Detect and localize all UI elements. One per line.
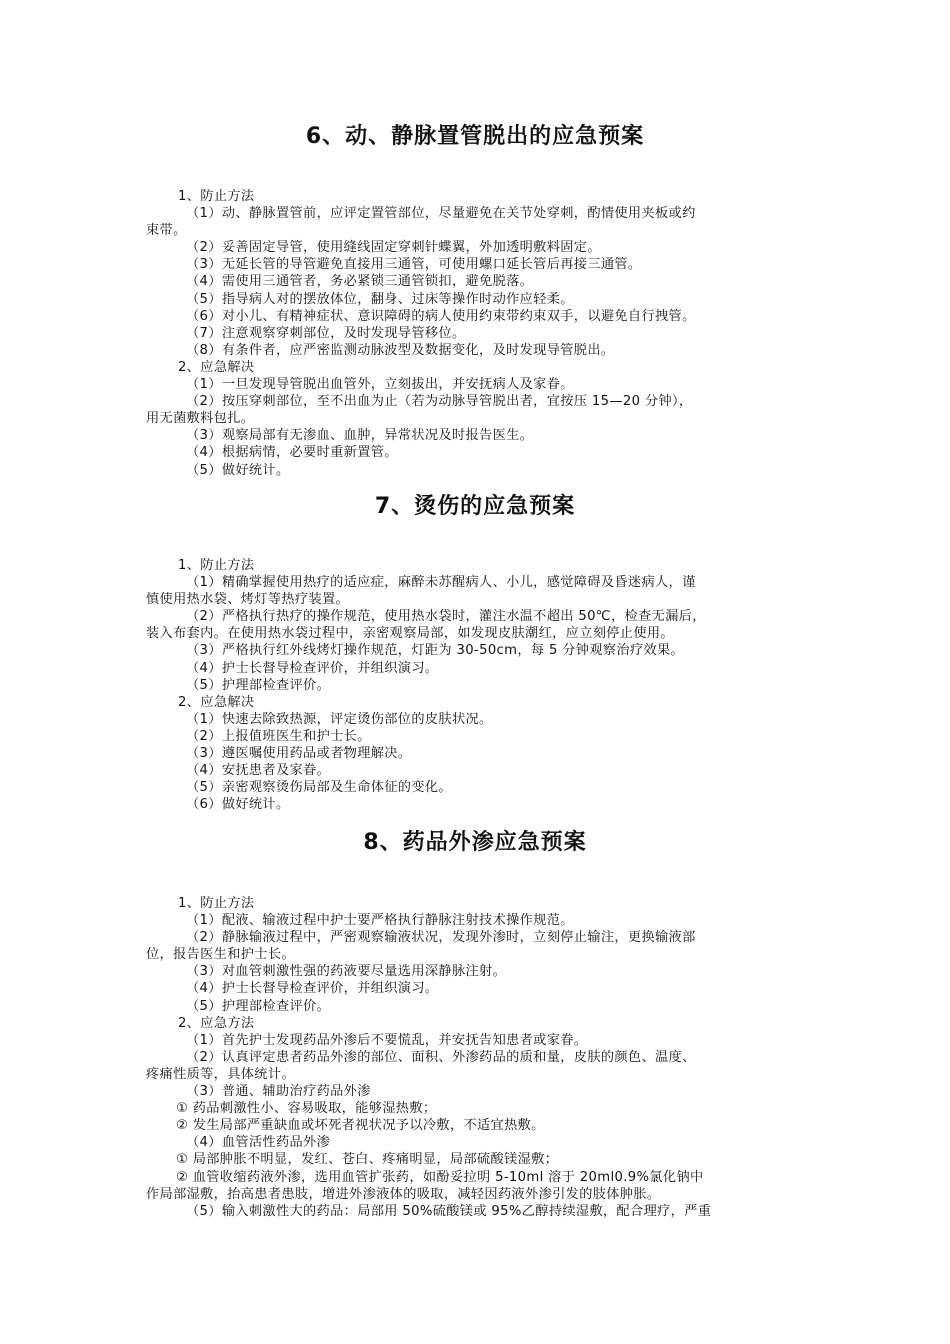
paragraph-line: ① 药品刺激性小、容易吸取，能够湿热敷； [176, 1101, 437, 1117]
paragraph-line: （6）对小儿、有精神症状、意识障碍的病人使用约束带约束双手，以避免自行拽管。 [186, 308, 696, 324]
paragraph-line: （4）护士长督导检查评价，并组织演习。 [186, 660, 439, 676]
paragraph-line: （2）严格执行热疗的操作规范，使用热水袋时，灌注水温不超出 50℃，检查无漏后， [186, 609, 706, 625]
paragraph-line: （2）按压穿刺部位，至不出血为止（若为动脉导管脱出者，宜按压 15—20 分钟）， [186, 394, 693, 410]
paragraph-line: （5）输入刺激性大的药品：局部用 50%硫酸镁或 95%乙醇持续湿敷，配合理疗，严重 [186, 1203, 712, 1219]
paragraph-line: ② 发生局部严重缺血或坏死者视状况予以冷敷，不适宜热敷。 [176, 1118, 545, 1134]
paragraph-line: （5）指导病人对的摆放体位，翻身、过床等操作时动作应轻柔。 [186, 291, 574, 307]
paragraph-line: （2）妥善固定导管，使用缝线固定穿刺针蝶翼，外加透明敷料固定。 [186, 240, 601, 256]
paragraph-line: （2）静脉输液过程中，严密观察输液状况，发现外渗时，立刻停止输注，更换输液部 [186, 930, 696, 946]
paragraph-line: （4）根据病情，必要时重新置管。 [186, 445, 398, 461]
paragraph-line: （1）配液、输液过程中护士要严格执行静脉注射技术操作规范。 [186, 913, 574, 929]
paragraph-line: 1、防止方法 [178, 558, 255, 573]
paragraph-line: （2）认真评定患者药品外渗的部位、面积、外渗药品的质和量，皮肤的颜色、温度、 [186, 1049, 696, 1065]
paragraph-line: （6）做好统计。 [186, 797, 290, 813]
paragraph-line: 慎使用热水袋、烤灯等热疗装置。 [146, 592, 350, 608]
paragraph-line: ① 局部肿胀不明显，发红、苍白、疼痛明显，局部硫酸镁湿敷； [176, 1152, 559, 1168]
paragraph-line: （1）首先护士发现药品外渗后不要慌乱，并安抚告知患者或家眷。 [186, 1032, 588, 1048]
section-7-title: 7、烫伤的应急预案 [374, 494, 576, 519]
paragraph-line: 装入布套内。在使用热水袋过程中，亲密观察局部，如发现皮肤潮红，应立刻停止使用。 [146, 626, 674, 642]
paragraph-line: （1）一旦发现导管脱出血管外，立刻拔出，并安抚病人及家眷。 [186, 377, 574, 393]
section-6-body [146, 188, 806, 479]
paragraph-line: 1、防止方法 [178, 189, 255, 204]
paragraph-line: （1）精确掌握使用热疗的适应症，麻醉未苏醒病人、小儿，感觉障碍及昏迷病人，谨 [186, 575, 696, 591]
paragraph-line: （3）严格执行红外线烤灯操作规范，灯距为 30-50cm，每 5 分钟观察治疗效果。 [186, 643, 685, 659]
paragraph-line: 2、应急解决 [178, 359, 255, 375]
paragraph-line: （5）护理部检查评价。 [186, 998, 331, 1014]
paragraph-line: （5）护理部检查评价。 [186, 677, 331, 693]
paragraph-line: （3）遵医嘱使用药品或者物理解决。 [186, 746, 412, 762]
paragraph-line: 位，报告医生和护士长。 [146, 947, 295, 963]
section-6-title: 6、动、静脉置管脱出的应急预案 [305, 124, 645, 149]
paragraph-line: （4）安抚患者及家眷。 [186, 763, 331, 779]
paragraph-line: 1、防止方法 [178, 896, 255, 911]
section-7-body [146, 557, 806, 813]
paragraph-line: （4）需使用三通管者，务必紧锁三通管锁扣，避免脱落。 [186, 274, 534, 290]
paragraph-line: （5）做好统计。 [186, 462, 290, 478]
paragraph-line: ② 血管收缩药液外渗，选用血管扩张药，如酚妥拉明 5-10ml 溶于 20ml0.9%氯化钠中 [176, 1169, 704, 1185]
paragraph-line: （5）亲密观察烫伤局部及生命体征的变化。 [186, 780, 452, 796]
paragraph-line: （1）快速去除致热源，评定烫伤部位的皮肤状况。 [186, 711, 493, 727]
paragraph-line: （3）无延长管的导管避免直接用三通管，可使用螺口延长管后再接三通管。 [186, 257, 642, 273]
paragraph-line: 作局部湿敷，抬高患者患肢，增进外渗液体的吸取，减轻因药液外渗引发的肢体肿胀。 [146, 1186, 661, 1202]
paragraph-line: 2、应急解决 [178, 694, 255, 710]
paragraph-line: （8）有条件者，应严密监测动脉波型及数据变化，及时发现导管脱出。 [186, 342, 615, 358]
paragraph-line: （2）上报值班医生和护士长。 [186, 728, 371, 744]
paragraph-line: （4）护士长督导检查评价，并组织演习。 [186, 981, 439, 997]
paragraph-line: 用无菌敷料包扎。 [146, 411, 255, 427]
section-8-body [146, 895, 806, 1220]
paragraph-line: （3）观察局部有无渗血、血肿，异常状况及时报告医生。 [186, 428, 534, 444]
section-8-title: 8、药品外渗应急预案 [363, 830, 587, 855]
paragraph-line: 2、应急方法 [178, 1015, 255, 1031]
paragraph-line: （3）普通、辅助治疗药品外渗 [186, 1084, 371, 1100]
paragraph-line: （7）注意观察穿刺部位，及时发现导管移位。 [186, 325, 466, 341]
paragraph-line: （3）对血管刺激性强的药液要尽量选用深静脉注射。 [186, 964, 507, 980]
paragraph-line: （4）血管活性药品外渗 [186, 1135, 331, 1151]
paragraph-line: 疼痛性质等，具体统计。 [146, 1066, 295, 1082]
paragraph-line: （1）动、静脉置管前，应评定置管部位，尽量避免在关节处穿刺，酌情使用夹板或约 [186, 206, 696, 222]
paragraph-line: 束带。 [146, 223, 187, 239]
